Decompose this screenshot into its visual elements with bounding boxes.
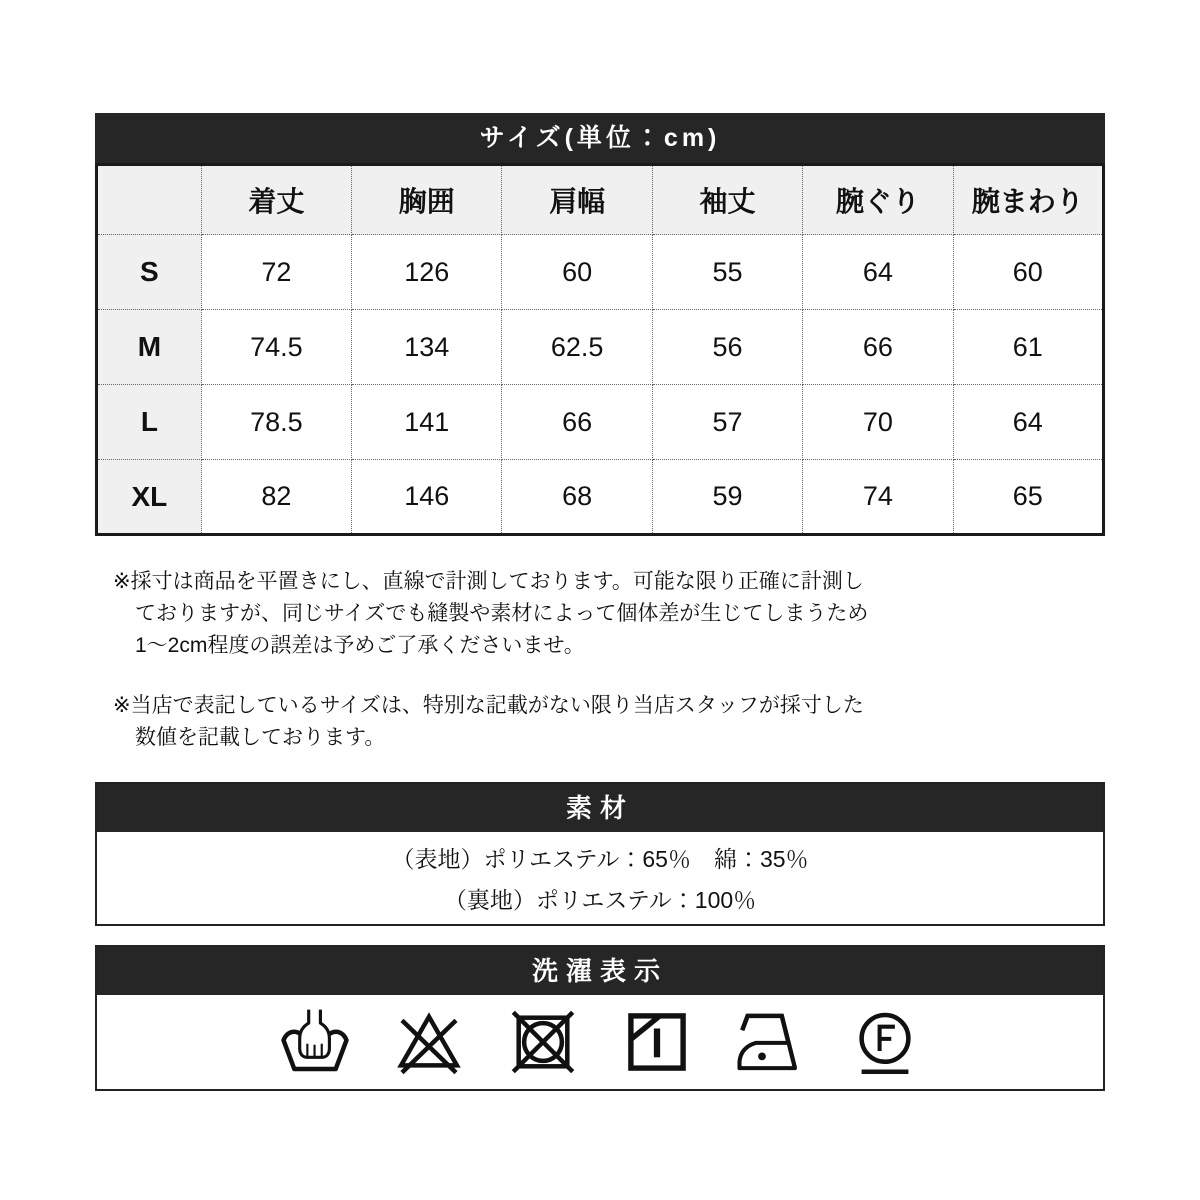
table-row-l (97, 385, 1104, 460)
column-header-kyoui: 胸囲 (352, 165, 502, 235)
row-label: M (97, 310, 202, 385)
cell: 74 (803, 460, 953, 535)
cell: 55 (652, 235, 802, 310)
cell: 57 (652, 385, 802, 460)
cell: 64 (803, 235, 953, 310)
size-chart-page (95, 0, 1105, 1091)
cell: 66 (502, 385, 652, 460)
note-line: ※採寸は商品を平置きにし、直線で計測しております。可能な限り正確に計測し (113, 570, 864, 593)
cell: 59 (652, 460, 802, 535)
row-label: XL (97, 460, 202, 535)
professional-cleaning-f-gentle-icon (849, 1006, 921, 1078)
cell: 56 (652, 310, 802, 385)
laundry-icons-row (97, 995, 1103, 1089)
cell: 64 (953, 385, 1103, 460)
material-section-header (97, 784, 1103, 832)
cell: 82 (201, 460, 351, 535)
cell: 141 (352, 385, 502, 460)
do-not-bleach-icon (393, 1006, 465, 1078)
cell: 126 (352, 235, 502, 310)
note-line: ※当店で表記しているサイズは、特別な記載がない限り当店スタッフが採寸した (113, 694, 864, 717)
cell: 60 (502, 235, 652, 310)
laundry-section-header (97, 947, 1103, 995)
column-header-sodetake: 袖丈 (652, 165, 802, 235)
cell: 66 (803, 310, 953, 385)
hand-wash-icon (279, 1006, 351, 1078)
column-header-katahaba: 肩幅 (502, 165, 652, 235)
cell: 65 (953, 460, 1103, 535)
cell: 78.5 (201, 385, 351, 460)
staff-measurement-note (113, 690, 1105, 754)
size-section-title: サイズ(単位：cm) (479, 124, 721, 152)
material-section (95, 782, 1105, 926)
material-section-title: 素材 (565, 793, 634, 823)
do-not-tumble-dry-icon (507, 1006, 579, 1078)
size-section-header (95, 113, 1105, 163)
row-label: S (97, 235, 202, 310)
note-line: 数値を記載しております。 (135, 726, 386, 749)
column-header-udeguri: 腕ぐり (803, 165, 953, 235)
corner-cell (97, 165, 202, 235)
cell: 70 (803, 385, 953, 460)
size-table (95, 163, 1105, 536)
cell: 146 (352, 460, 502, 535)
row-label: L (97, 385, 202, 460)
table-header-row (97, 165, 1104, 235)
cell: 60 (953, 235, 1103, 310)
cell: 74.5 (201, 310, 351, 385)
table-row-m (97, 310, 1104, 385)
material-lining: （裏地）ポリエステル：100％ (443, 887, 757, 913)
laundry-section-title: 洗濯表示 (531, 956, 668, 986)
cell: 72 (201, 235, 351, 310)
measurement-note (113, 566, 1105, 662)
table-row-s (97, 235, 1104, 310)
cell: 134 (352, 310, 502, 385)
notes-section (95, 566, 1105, 754)
cell: 62.5 (502, 310, 652, 385)
column-header-chakutake: 着丈 (201, 165, 351, 235)
size-section (95, 113, 1105, 536)
line-dry-in-shade-icon (621, 1006, 693, 1078)
column-header-udemawari: 腕まわり (953, 165, 1103, 235)
laundry-section (95, 945, 1105, 1091)
note-line: ておりますが、同じサイズでも縫製や素材によって個体差が生じてしまうため (135, 602, 869, 625)
note-line: 1〜2cm程度の誤差は予めご了承くださいませ。 (135, 634, 585, 657)
iron-low-temperature-icon (735, 1006, 807, 1078)
material-body (97, 832, 1103, 924)
cell: 68 (502, 460, 652, 535)
cell: 61 (953, 310, 1103, 385)
table-row-xl (97, 460, 1104, 535)
material-outer-fabric: （表地）ポリエステル：65％ 綿：35％ (391, 846, 809, 872)
